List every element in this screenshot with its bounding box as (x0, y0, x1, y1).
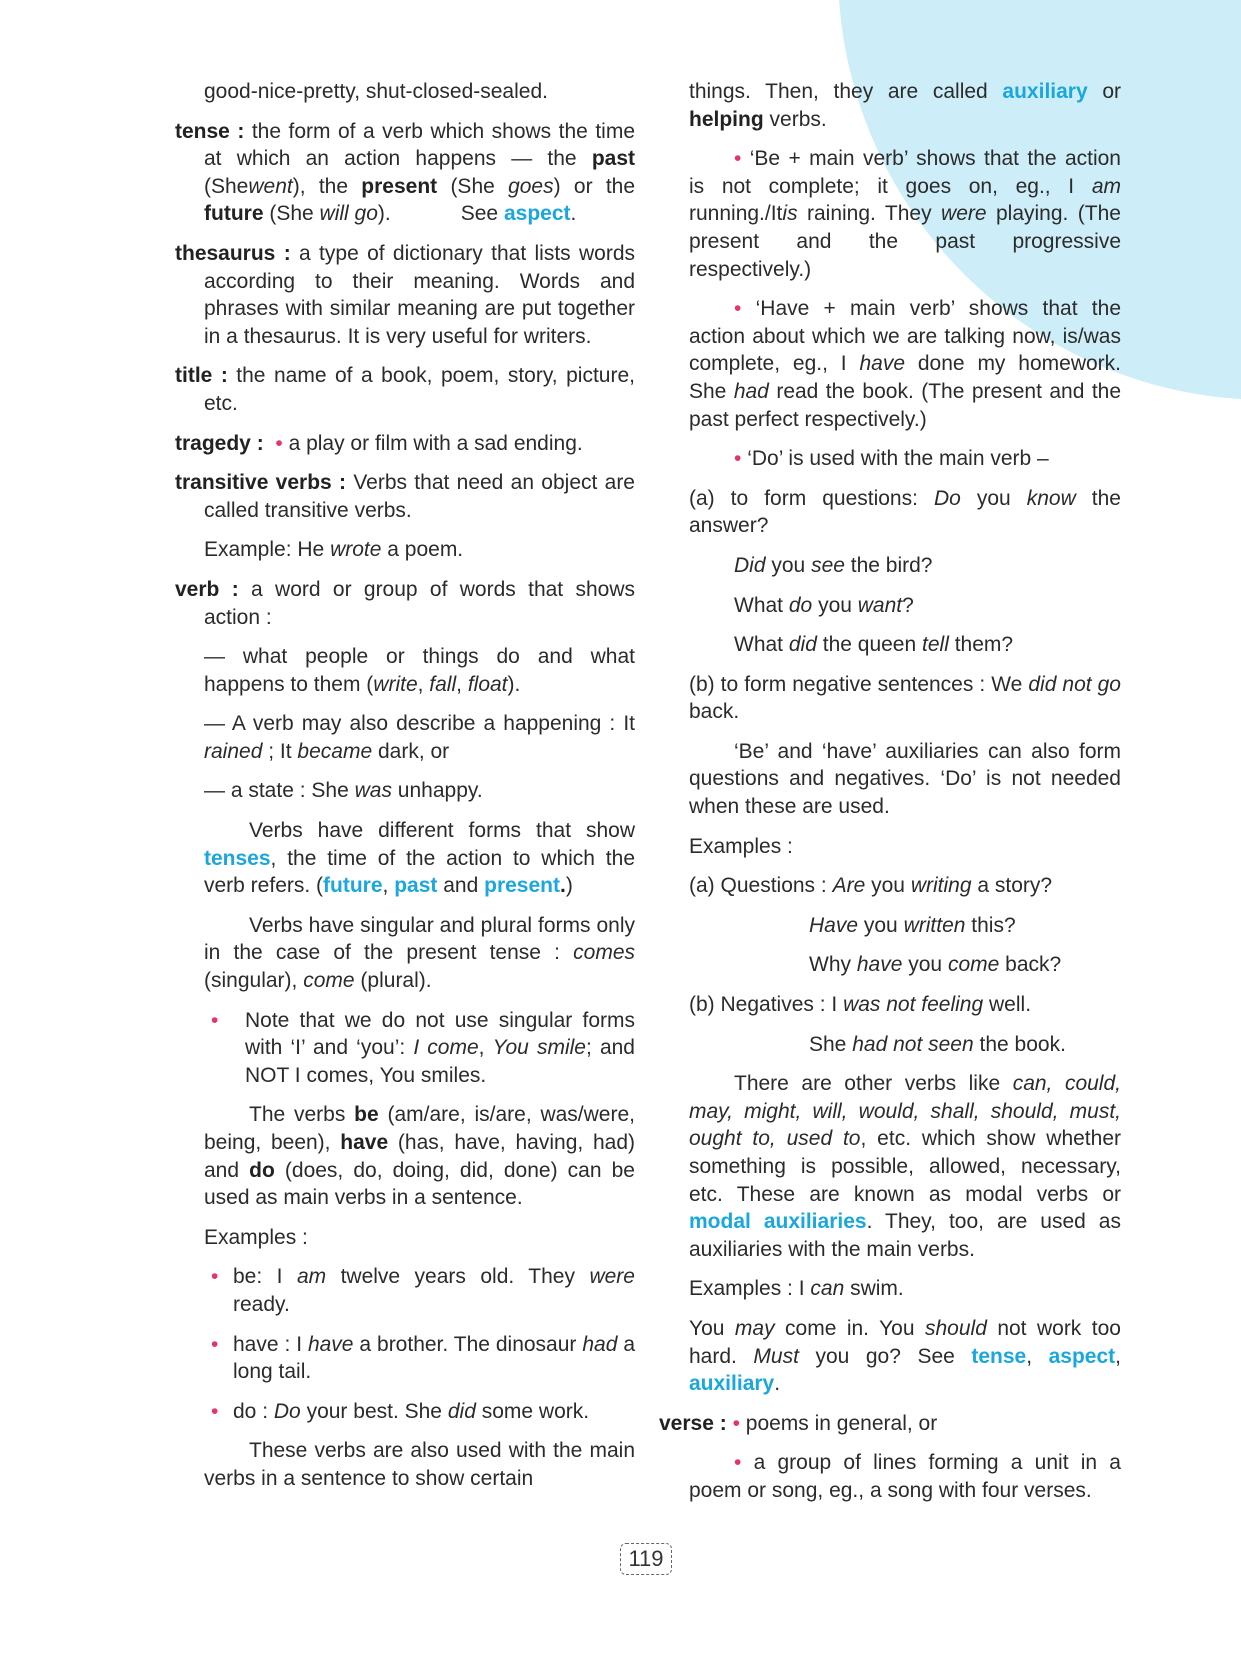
example-question-2: What do you want? (734, 593, 914, 617)
verse-sense-2: • a group of lines forming a unit in a poem or song, eg., a song with four verses. (689, 1451, 1121, 1502)
cross-reference-link[interactable]: tense (971, 1344, 1027, 1368)
verb-dash-3: — a state : She was unhappy. (204, 779, 483, 803)
entry-transitive-verbs: transitive verbs : Verbs that need an object are called transitive verbs. (175, 471, 635, 522)
example-questions-a: (a) Questions : Are you writing a story? (689, 874, 1053, 898)
verb-dash-1: — what people or things do and what happens to them (write, fall, float). (204, 645, 635, 696)
headword: tragedy : (175, 431, 264, 455)
right-column (659, 78, 1122, 1517)
entry-tragedy: tragedy : • a play or film with a sad ending. (175, 431, 583, 455)
bullet-icon: • (211, 1265, 219, 1289)
example-can: Examples : I can swim. (689, 1277, 904, 1301)
cross-reference-link[interactable]: modal auxiliaries (689, 1210, 867, 1234)
cross-reference-link[interactable]: past (394, 874, 438, 898)
bullet-be-main-verb: • ‘Be + main verb’ shows that the action is not complete; it goes on, eg., I am running./Itis raining. They were playing. (The present and the past progressive respectively.) (689, 147, 1121, 281)
headword: thesaurus : (175, 241, 291, 265)
example-negatives-b: (b) Negatives : I was not feeling well. (689, 993, 1032, 1017)
bullet-icon: • (211, 1008, 219, 1032)
paragraph-modal-verbs: There are other verbs like can, could, may, might, will, would, shall, should, must, ought to, used to, etc. which show whether something is possible, allowed, necessary, etc. These are known as modal verbs or modal auxiliaries. They, too, are used as auxiliaries with the main verbs. (689, 1072, 1121, 1261)
bullet-have-main-verb: • ‘Have + main verb’ shows that the action about which we are talking now, is/was complete, eg., I have done my homework. She had read the book. (The present and the past perfect respectively.) (689, 297, 1122, 431)
cross-reference-link[interactable]: present (484, 874, 560, 898)
bullet-do-main-verb: • ‘Do’ is used with the main verb – (734, 447, 1049, 471)
entry-verse: verse : • poems in general, or (659, 1411, 938, 1435)
cross-reference-link[interactable]: future (323, 874, 383, 898)
paragraph-singular-plural: Verbs have singular and plural forms only in the case of the present tense : comes (singular), come (plural). (204, 913, 635, 993)
cross-reference-link[interactable]: aspect (503, 202, 571, 226)
page-number: 119 (620, 1543, 672, 1575)
examples-label: Examples : (204, 1225, 308, 1249)
negative-form: (b) to form negative sentences : We did not go back. (689, 672, 1121, 724)
paragraph-auxiliary-intro: These verbs are also used with the main verbs in a sentence to show certain (204, 1439, 635, 1490)
paragraph-be-have-auxiliaries: ‘Be’ and ‘have’ auxiliaries can also form questions and negatives. ‘Do’ is not needed when these are used. (689, 739, 1121, 819)
example-bullet-have: • have : I have a brother. The dinosaur had a long tail. (211, 1332, 635, 1384)
left-column (175, 78, 635, 1505)
paragraph-tenses: Verbs have different forms that show tenses, the time of the action to which the verb refers. (future, past and present.) (204, 819, 635, 898)
bullet-icon: • (734, 147, 742, 171)
bullet-icon: • (734, 1451, 742, 1475)
entry-thesaurus: thesaurus : a type of dictionary that lists words according to their meaning. Words and phrases with similar meaning are put together in a thesaurus. It is very useful for writers. (175, 241, 636, 348)
example-line: Example: He wrote a poem. (204, 538, 464, 562)
example-question-3: What did the queen tell them? (734, 633, 1014, 657)
continued-line: good-nice-pretty, shut-closed-sealed. (204, 80, 548, 103)
cross-reference-link[interactable]: aspect (1048, 1344, 1116, 1368)
example-bullet-do: • do : Do your best. She did some work. (175, 1398, 635, 1426)
note-bullet: • Note that we do not use singular forms with ‘I’ and ‘you’: I come, You smile; and NOT I comes, You smiles. (211, 1008, 635, 1087)
example-negatives-b2: She had not seen the book. (809, 1032, 1066, 1056)
example-questions-a2: Have you written this? (809, 913, 1016, 937)
entry-tense: tense : the form of a verb which shows the time at which an action happens — the past (Shewent), the present (She goes) or the future (She will go). See aspect. (175, 119, 636, 226)
example-questions-a3: Why have you come back? (809, 953, 1062, 977)
paragraph-main-verbs: The verbs be (am/are, is/are, was/were, being, been), have (has, have, having, had) and do (does, do, doing, did, done) can be used as main verbs in a sentence. (204, 1103, 635, 1210)
paragraph-continued: things. Then, they are called auxiliary or helping verbs. (689, 80, 1122, 131)
bullet-icon: • (275, 431, 283, 455)
cross-reference-link[interactable]: auxiliary (689, 1372, 775, 1396)
headword: transitive verbs : (175, 471, 346, 495)
question-form: (a) to form questions: Do you know the answer? (689, 486, 1121, 538)
bullet-icon: • (211, 1399, 219, 1423)
example-bullet-be: • be: I am twelve years old. They were ready. (211, 1265, 635, 1316)
bullet-icon: • (732, 1411, 740, 1435)
headword: verse : (659, 1411, 727, 1435)
headword: verb : (175, 577, 239, 601)
verb-dash-2: — A verb may also describe a happening : It rained ; It became dark, or (204, 712, 635, 763)
headword: tense : (175, 119, 245, 143)
bullet-icon: • (734, 447, 742, 471)
example-question-1: Did you see the bird? (734, 553, 933, 577)
entry-title: title : the name of a book, poem, story, picture, etc. (175, 364, 635, 415)
example-modal-sentences: You may come in. You should not work too hard. Must you go? See tense, aspect, auxiliary. (689, 1316, 1121, 1396)
headword: title : (175, 364, 228, 388)
bullet-icon: • (211, 1332, 219, 1356)
bullet-icon: • (734, 297, 742, 321)
cross-reference-link[interactable]: auxiliary (1002, 80, 1088, 103)
examples-label: Examples : (689, 834, 793, 858)
entry-verb: verb : a word or group of words that shows action : (175, 577, 635, 629)
cross-reference-link[interactable]: tenses (204, 846, 271, 870)
